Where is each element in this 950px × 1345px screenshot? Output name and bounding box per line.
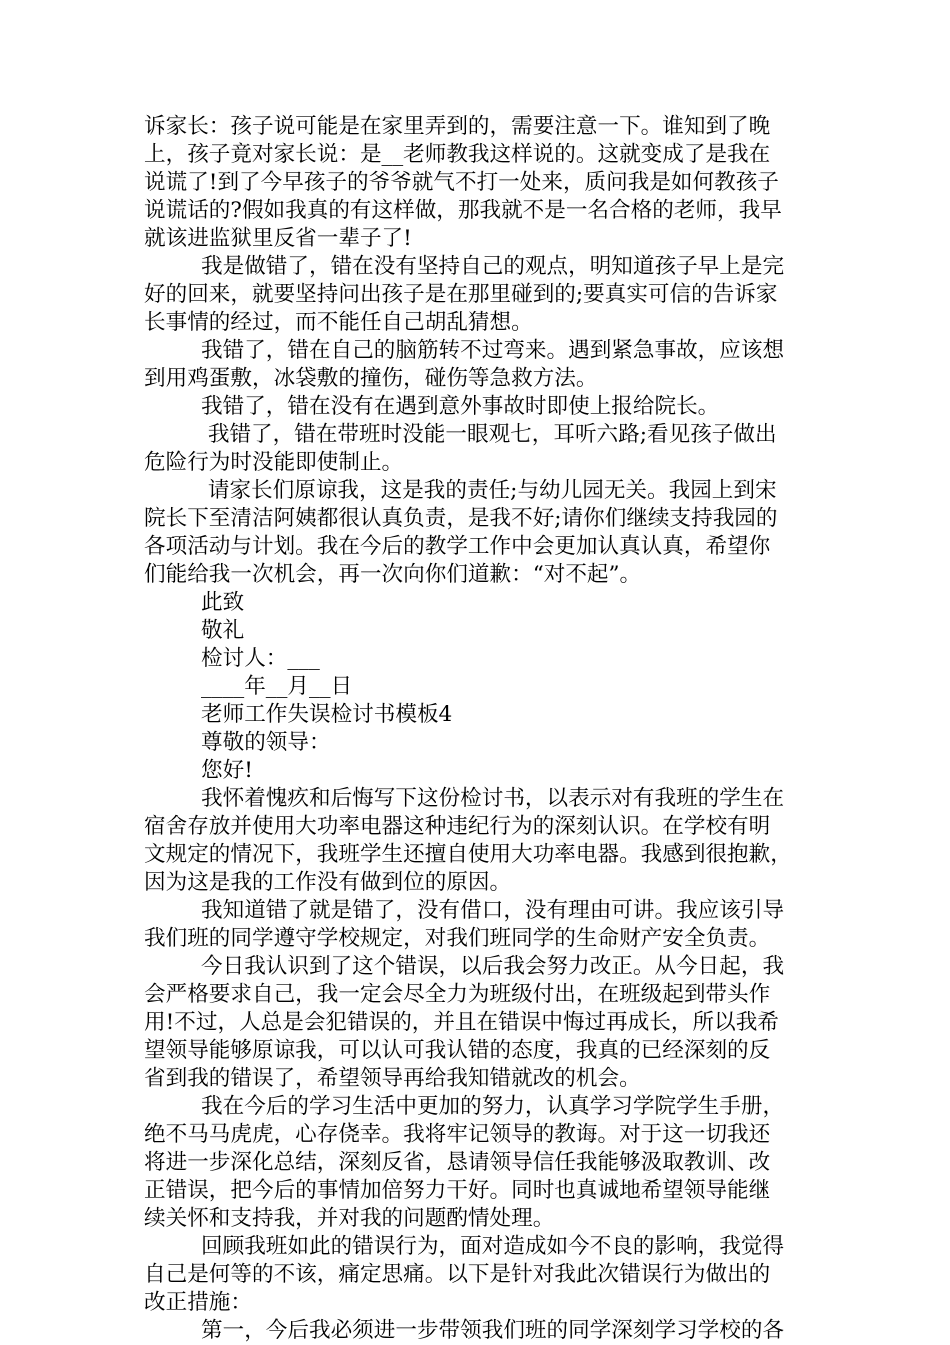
text-line: 老师工作失误检讨书模板4: [201, 702, 453, 727]
text-line: 院长下至清洁阿姨都很认真负责，是我不好;请你们继续支持我园的: [144, 506, 778, 531]
text-line: 此致: [201, 590, 245, 615]
text-line: 宿舍存放并使用大功率电器这种违纪行为的深刻认识。在学校有明: [144, 814, 771, 839]
text-line: 危险行为时没能即使制止。: [144, 450, 404, 475]
text-line: 您好!: [201, 758, 253, 783]
text-line: 文规定的情况下，我班学生还擅自使用大功率电器。我感到很抱歉，: [144, 842, 792, 867]
text-line: 到用鸡蛋敷，冰袋敷的撞伤，碰伤等急救方法。: [144, 366, 598, 391]
text-line: 请家长们原谅我，这是我的责任;与幼儿园无关。我园上到宋: [201, 478, 777, 503]
text-line: 上，孩子竟对家长说：是__老师教我这样说的。这就变成了是我在: [144, 142, 771, 167]
text-line: 敬礼: [201, 618, 245, 643]
text-line: 第一，今后我必须进一步带领我们班的同学深刻学习学校的各: [201, 1318, 785, 1343]
text-line: 续关怀和支持我，并对我的问题酌情处理。: [144, 1206, 555, 1231]
text-line: 我在今后的学习生活中更加的努力，认真学习学院学生手册，: [201, 1094, 785, 1119]
text-line: 我知道错了就是错了，没有借口，没有理由可讲。我应该引导: [201, 898, 785, 923]
text-line: 用!不过，人总是会犯错误的，并且在错误中悔过再成长，所以我希: [144, 1010, 779, 1035]
text-line: 会严格要求自己，我一定会尽全力为班级付出，在班级起到带头作: [144, 982, 771, 1007]
text-line: 绝不马马虎虎，心存侥幸。我将牢记领导的教诲。对于这一切我还: [144, 1122, 771, 1147]
text-line: 们能给我一次机会，再一次向你们道歉：“对不起”。: [144, 562, 642, 587]
text-line: 说谎话的?假如我真的有这样做，那我就不是一名合格的老师，我早: [144, 198, 782, 223]
text-line: 就该进监狱里反省一辈子了!: [144, 226, 412, 251]
document-page: [144, 113, 814, 1345]
text-line: 我错了，错在没有在遇到意外事故时即使上报给院长。: [201, 394, 720, 419]
text-line: 我们班的同学遵守学校规定，对我们班同学的生命财产安全负责。: [144, 926, 771, 951]
text-line: 诉家长：孩子说可能是在家里弄到的，需要注意一下。谁知到了晚: [144, 114, 771, 139]
text-line: ____年__月__日: [201, 674, 353, 699]
text-line: 检讨人：___: [201, 646, 320, 671]
text-line: 我怀着愧疚和后悔写下这份检讨书，以表示对有我班的学生在: [201, 786, 785, 811]
text-line: 回顾我班如此的错误行为，面对造成如今不良的影响，我觉得: [201, 1234, 785, 1259]
text-line: 我是做错了，错在没有坚持自己的观点，明知道孩子早上是完: [201, 254, 785, 279]
text-line: 将进一步深化总结，深刻反省，恳请领导信任我能够汲取教训、改: [144, 1150, 771, 1175]
text-line: 各项活动与计划。我在今后的教学工作中会更加认真认真，希望你: [144, 534, 771, 559]
text-line: 好的回来，就要坚持问出孩子是在那里碰到的;要真实可信的告诉家: [144, 282, 778, 307]
text-line: 我错了，错在自己的脑筋转不过弯来。遇到紧急事故，应该想: [201, 338, 785, 363]
text-line: 尊敬的领导：: [201, 730, 331, 755]
text-line: 正错误，把今后的事情加倍努力干好。同时也真诚地希望领导能继: [144, 1178, 771, 1203]
text-line: 今日我认识到了这个错误，以后我会努力改正。从今日起，我: [201, 954, 785, 979]
text-line: 因为这是我的工作没有做到位的原因。: [144, 870, 512, 895]
text-line: 省到我的错误了，希望领导再给我知错就改的机会。: [144, 1066, 641, 1091]
text-line: 望领导能够原谅我，可以认可我认错的态度，我真的已经深刻的反: [144, 1038, 771, 1063]
text-line: 我错了，错在带班时没能一眼观七，耳听六路;看见孩子做出: [201, 422, 777, 447]
text-line: 长事情的经过，而不能任自己胡乱猜想。: [144, 310, 533, 335]
text-line: 说谎了!到了今早孩子的爷爷就气不打一处来，质问我是如何教孩子: [144, 170, 779, 195]
text-line: 自己是何等的不该，痛定思痛。以下是针对我此次错误行为做出的: [144, 1262, 771, 1287]
text-line: 改正措施：: [144, 1290, 252, 1315]
